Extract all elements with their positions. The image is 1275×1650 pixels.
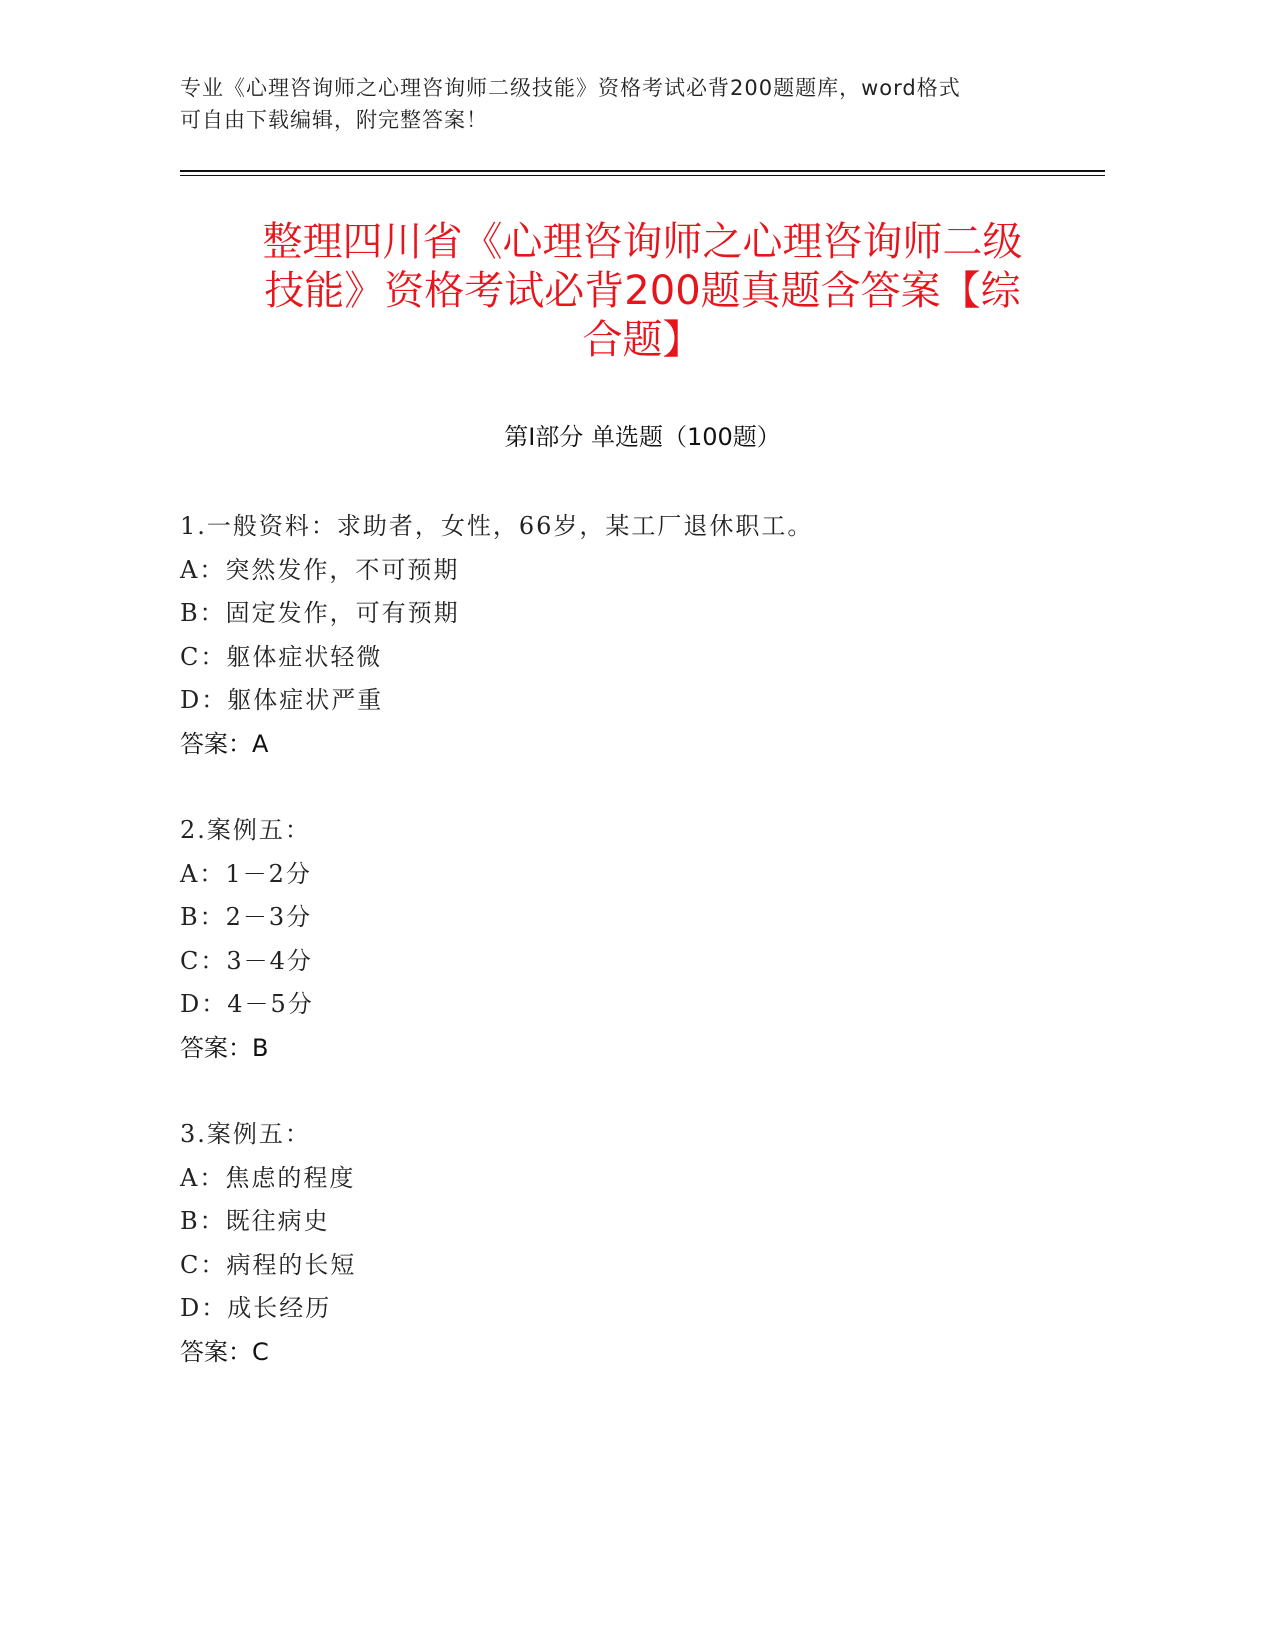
document-title-line-3: 合题】 — [582, 317, 703, 363]
option-b: B：固定发作，可有预期 — [180, 599, 460, 627]
option-c: C：病程的长短 — [180, 1250, 357, 1279]
document-header-note — [180, 72, 1040, 136]
answer-label: 答案：A — [180, 729, 269, 758]
option-d: D：4－5分 — [180, 990, 314, 1018]
header-divider-thin — [180, 175, 1105, 176]
document-title-line-2: 技能》资格考试必背200题真题含答案【综 — [264, 268, 1021, 314]
answer-label: 答案：B — [180, 1033, 269, 1062]
answer-label: 答案：C — [180, 1337, 269, 1366]
question-item — [180, 809, 1080, 1070]
question-stem: 1.一般资料：求助者，女性，66岁，某工厂退休职工。 — [180, 512, 814, 540]
option-c: C：3－4分 — [180, 946, 313, 975]
option-d: D：成长经历 — [180, 1294, 332, 1322]
header-divider-thick — [180, 170, 1105, 172]
document-title — [180, 218, 1105, 365]
document-title-line-1: 整理四川省《心理咨询师之心理咨询师二级 — [262, 219, 1023, 265]
question-list — [180, 505, 1080, 1417]
option-b: B：2－3分 — [180, 903, 313, 931]
option-c: C：躯体症状轻微 — [180, 642, 383, 671]
question-stem: 2.案例五： — [180, 816, 311, 844]
option-a: A：焦虑的程度 — [180, 1163, 356, 1192]
section-title: 第Ⅰ部分 单选题（100题） — [504, 423, 781, 451]
header-note-line-2: 可自由下载编辑，附完整答案！ — [180, 108, 488, 132]
option-d: D：躯体症状严重 — [180, 686, 384, 714]
question-item — [180, 505, 1080, 766]
header-note-line-1: 专业《心理咨询师之心理咨询师二级技能》资格考试必背200题题库，word格式 — [180, 76, 961, 100]
question-stem: 3.案例五： — [180, 1120, 311, 1148]
option-a: A：1－2分 — [180, 859, 312, 888]
option-b: B：既往病史 — [180, 1207, 330, 1235]
option-a: A：突然发作，不可预期 — [180, 555, 460, 584]
question-item — [180, 1113, 1080, 1374]
